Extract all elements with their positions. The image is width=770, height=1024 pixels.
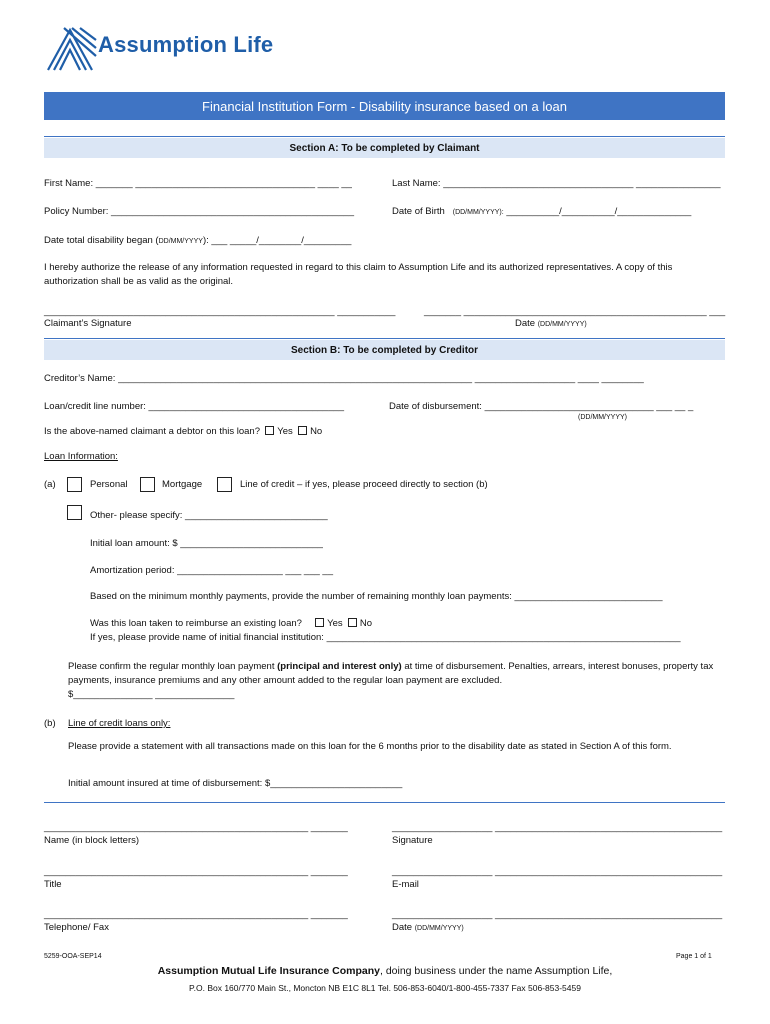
disability-blank[interactable]: ): ___ _____/________/_________ [202, 235, 352, 246]
page-number: Page 1 of 1 [676, 953, 712, 960]
reimburse-yes-label: Yes [327, 618, 343, 629]
telephone-line[interactable]: __________________________________________________ _______ [44, 909, 348, 920]
reimburse-no-label: No [359, 618, 373, 629]
date-of-birth-field[interactable] [392, 206, 691, 217]
other-checkbox[interactable] [67, 505, 82, 520]
title-line[interactable]: __________________________________________________ _______ [44, 866, 348, 877]
disbursement-date-field[interactable]: Date of disbursement: ________________________________ ___ __ _ [389, 401, 694, 412]
claimant-signature-label: Claimant’s Signature [44, 318, 132, 329]
footer-address: P.O. Box 160/770 Main St., Moncton NB E1C 8L1 Tel. 506-853-6040/1-800-455-7337 Fax 506-853-5459 [189, 983, 581, 993]
signature-line[interactable]: ___________________ ___________________________________________ [392, 822, 723, 833]
email-line[interactable]: ___________________ ___________________________________________ [392, 866, 723, 877]
dob-blank[interactable]: __________/__________/______________ [506, 206, 692, 217]
loan-number-field[interactable]: Loan/credit line number: _____________________________________ [44, 401, 345, 412]
reimburse-no-checkbox[interactable] [348, 618, 357, 627]
name-label: Name (in block letters) [44, 835, 140, 846]
form-title-bar: Financial Institution Form - Disability insurance based on a loan [44, 92, 725, 120]
name-line[interactable]: __________________________________________________ _______ [44, 822, 348, 833]
debtor-question [44, 426, 322, 437]
reimburse-question [90, 618, 372, 629]
footer-company [0, 965, 770, 977]
disbursement-format: (DD/MM/YYYY) [578, 414, 627, 421]
date-format: (DD/MM/YYYY) [537, 321, 587, 328]
debtor-yes-label: Yes [277, 426, 293, 437]
creditor-name-field[interactable]: Creditor’s Name: ___________________________________________________________________ ___________________ ____ ________ [44, 373, 644, 384]
date-line[interactable]: ___________________ ___________________________________________ [392, 909, 723, 920]
line-of-credit-only-heading: Line of credit loans only: [68, 718, 171, 729]
confirm-payment-text [68, 660, 724, 688]
initial-loan-field[interactable]: Initial loan amount: $ ___________________________ [90, 538, 323, 549]
form-code: 5259-OOA-SEP14 [44, 953, 102, 960]
mortgage-label: Mortgage [162, 479, 203, 490]
logo-text: Assumption Life [98, 32, 274, 57]
date-format: (DD/MM/YYYY) [414, 925, 464, 932]
debtor-yes-checkbox[interactable] [265, 426, 274, 435]
date-label: Date [515, 318, 536, 329]
initial-insured-field[interactable]: Initial amount insured at time of disbursement: $_________________________ [68, 778, 403, 789]
other-field[interactable]: Other- please specify: ___________________________ [90, 510, 328, 521]
company-name: Assumption Mutual Life Insurance Company [157, 965, 380, 977]
confirm-bold: (principal and interest only) [277, 661, 402, 672]
amortization-field[interactable]: Amortization period: ____________________ ___ ___ __ [90, 565, 333, 576]
divider [44, 802, 725, 803]
remaining-payments-field[interactable]: Based on the minimum monthly payments, provide the number of remaining monthly loan payments: ____________________________ [90, 591, 663, 602]
dob-label: Date of Birth [392, 206, 445, 217]
dob-format: (DD/MM/YYYY): [452, 209, 504, 216]
mortgage-checkbox[interactable] [140, 477, 155, 492]
line-of-credit-checkbox[interactable] [217, 477, 232, 492]
confirm-post: at time of disbursement. Penalties, arrears, interest bonuses, property tax payments, insurance premiums and any other amount added to the regular loan payment are excluded. [68, 661, 714, 686]
section-a-heading: Section A: To be completed by Claimant [44, 138, 725, 158]
personal-label: Personal [90, 479, 128, 490]
item-b-label: (b) [44, 718, 56, 729]
item-a-label: (a) [44, 479, 56, 490]
policy-number-field[interactable]: Policy Number: ______________________________________________ [44, 206, 355, 217]
email-label: E-mail [392, 879, 419, 890]
disability-format: DD/MM/YYYY [158, 238, 203, 245]
company-rest: , doing business under the name Assumption Life, [379, 965, 613, 977]
personal-checkbox[interactable] [67, 477, 82, 492]
date-label: Date [392, 922, 413, 933]
telephone-label: Telephone/ Fax [44, 922, 109, 933]
reimburse-yes-checkbox[interactable] [315, 618, 324, 627]
confirm-payment-field[interactable]: $_______________ _______________ [68, 689, 235, 700]
disability-date-field[interactable] [44, 235, 351, 246]
claimant-date-label [515, 318, 587, 329]
section-b-heading: Section B: To be completed by Creditor [44, 340, 725, 360]
reimburse-question-label: Was this loan taken to reimburse an existing loan? [90, 618, 302, 629]
loan-info-heading: Loan Information: [44, 451, 118, 462]
statement-text: Please provide a statement with all transactions made on this loan for the 6 months prior to the disability date as stated in Section A of this form. [68, 741, 672, 752]
claimant-signature-line[interactable]: _______________________________________________________ ___________ [44, 306, 396, 317]
title-label: Title [44, 879, 62, 890]
initial-institution-field[interactable]: If yes, please provide name of initial financial institution: ___________________________________________________________________ [90, 632, 681, 643]
debtor-no-checkbox[interactable] [298, 426, 307, 435]
confirm-pre: Please confirm the regular monthly loan payment [68, 661, 278, 672]
signature-label: Signature [392, 835, 433, 846]
last-name-field[interactable]: Last Name: ____________________________________ ________________ [392, 178, 721, 189]
first-name-field[interactable]: First Name: _______ __________________________________ ____ __ [44, 178, 352, 189]
claimant-date-line[interactable]: _______ ______________________________________________ ___ [424, 306, 726, 317]
signature-date-label [392, 922, 464, 933]
divider [44, 338, 725, 339]
authorization-text: I hereby authorize the release of any information requested in regard to this claim to Assumption Life and its authorized representatives. A copy of this authorization shall be as valid as the original. [44, 262, 673, 287]
divider [44, 136, 725, 137]
line-of-credit-label: Line of credit – if yes, please proceed directly to section (b) [240, 479, 488, 490]
debtor-question-label: Is the above-named claimant a debtor on this loan? [44, 426, 260, 437]
debtor-no-label: No [310, 426, 323, 437]
disability-label: Date total disability began ( [44, 235, 159, 246]
